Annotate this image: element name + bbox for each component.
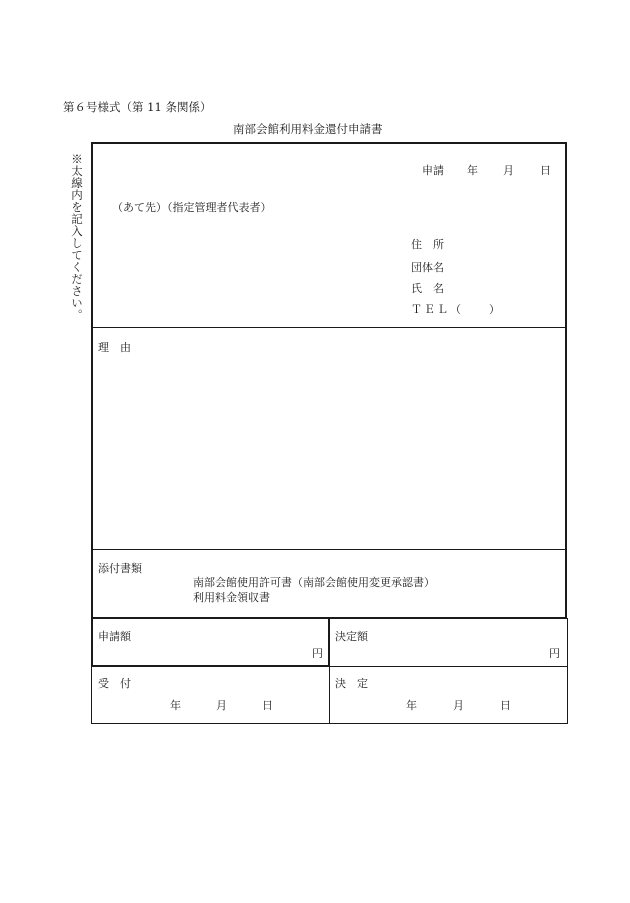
tel-label: ＴＥＬ（ ）	[411, 303, 502, 316]
decision-month-label: 月	[453, 699, 464, 712]
requested-amount-label: 申請額	[98, 630, 131, 643]
application-date-label: 申請	[422, 164, 444, 177]
decided-bottom-border	[330, 666, 568, 667]
requested-bottom-border	[91, 665, 330, 667]
receipt-day-label: 日	[262, 699, 273, 712]
application-month-label: 月	[503, 164, 514, 177]
document-title: 南部会館利用料金還付申請書	[233, 122, 383, 136]
attachment-item: 利用料金領収書	[193, 591, 270, 604]
bottom-border	[91, 723, 568, 724]
application-year-label: 年	[467, 164, 478, 177]
attachment-item: 南部会館使用許可書（南部会館使用変更承認書）	[193, 576, 435, 589]
decided-amount-label: 決定額	[335, 630, 368, 643]
receipt-year-label: 年	[170, 699, 181, 712]
decided-amount-unit: 円	[549, 647, 560, 660]
reason-label: 理 由	[98, 341, 131, 354]
divider-reason	[92, 327, 566, 328]
address-label: 住 所	[411, 238, 444, 251]
receipt-month-label: 月	[216, 699, 227, 712]
requested-right-border	[328, 618, 330, 667]
receipt-label: 受 付	[98, 677, 131, 690]
requested-left-border	[91, 618, 93, 666]
decided-right-border	[567, 618, 568, 667]
attachments-label: 添付書類	[98, 562, 142, 575]
decision-day-label: 日	[500, 699, 511, 712]
decision-right-border	[567, 666, 568, 724]
form-number: 第６号様式（第 11 条関係）	[63, 100, 212, 114]
requested-amount-unit: 円	[312, 647, 323, 660]
addressee: （あて先）（指定管理者代表者）	[112, 201, 272, 214]
decision-year-label: 年	[406, 699, 417, 712]
divider-attachments	[92, 549, 566, 550]
decision-label: 決 定	[335, 677, 368, 690]
group-name-label: 団体名	[411, 261, 444, 274]
receipt-left-border	[91, 666, 92, 724]
side-note: ※太線内を記入してください。	[70, 153, 84, 321]
receipt-decision-divider	[329, 666, 330, 724]
applicant-name-label: 氏 名	[411, 282, 444, 295]
application-day-label: 日	[540, 164, 551, 177]
